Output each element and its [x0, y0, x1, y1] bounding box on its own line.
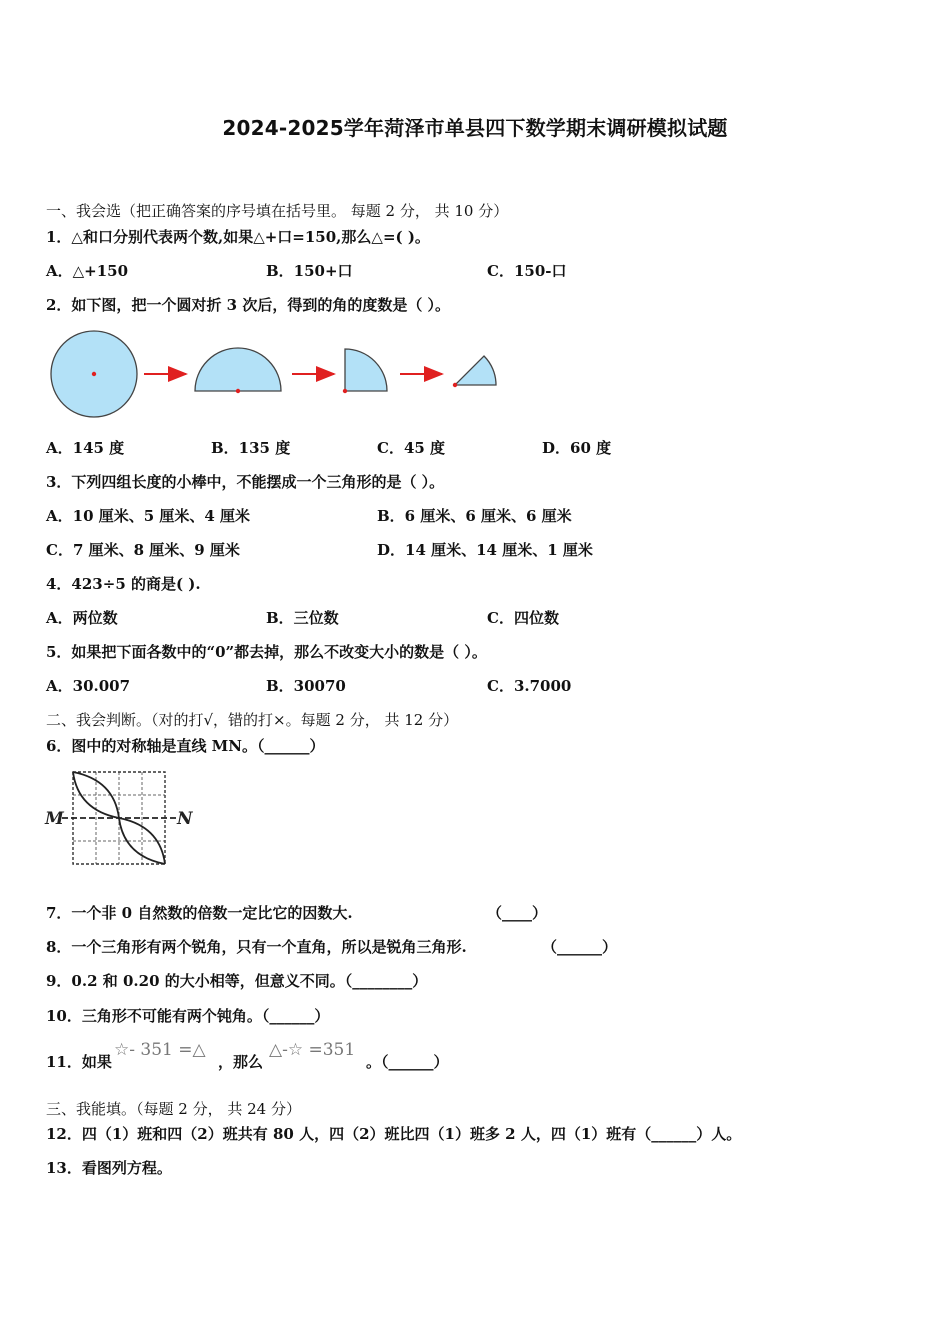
- label-n: N: [177, 809, 193, 829]
- q3-option-c: C．7 厘米、8 厘米、9 厘米: [46, 541, 240, 559]
- q6-text: 6．图中的对称轴是直线 MN。（______）: [46, 737, 325, 755]
- q10-text: 10．三角形不可能有两个钝角。（______）: [46, 1007, 330, 1025]
- q5-option-a: A．30.007: [46, 677, 131, 695]
- q3-option-d: D．14 厘米、14 厘米、1 厘米: [377, 541, 593, 559]
- q1-option-a: A．△+150: [46, 262, 129, 280]
- section1-heading: 一、我会选（把正确答案的序号填在括号里。 每题 2 分， 共 10 分）: [46, 202, 509, 220]
- q8-text: 8．一个三角形有两个锐角，只有一个直角，所以是锐角三角形.: [46, 938, 467, 956]
- full-circle-shape: [51, 331, 137, 417]
- q4-option-a: A．两位数: [46, 609, 118, 627]
- q11-suffix: 。（______）: [366, 1053, 449, 1071]
- q4-option-b: B．三位数: [266, 609, 339, 627]
- label-m: M: [45, 809, 64, 829]
- q7-blank: （____）: [487, 904, 548, 922]
- symmetry-grid-figure: [44, 766, 194, 870]
- q9-text: 9．0.2 和 0.20 的大小相等，但意义不同。（________）: [46, 972, 428, 990]
- q3-text: 3．下列四组长度的小棒中，不能摆成一个三角形的是（ ）。: [46, 473, 445, 491]
- section3-heading: 三、我能填。（每题 2 分， 共 24 分）: [46, 1100, 301, 1118]
- q13-text: 13．看图列方程。: [46, 1159, 172, 1177]
- q3-option-b: B．6 厘米、6 厘米、6 厘米: [377, 507, 572, 525]
- q2-option-b: B．135 度: [211, 439, 291, 457]
- half-circle-shape: [195, 348, 281, 393]
- page-title: 2024-2025学年菏泽市单县四下数学期末调研模拟试题: [222, 116, 728, 140]
- eighth-circle-shape: [453, 356, 496, 387]
- q11-formula-1: ☆- 351 =△: [114, 1040, 206, 1060]
- q4-text: 4．423÷5 的商是( ).: [46, 575, 201, 593]
- q4-option-c: C．四位数: [487, 609, 559, 627]
- quarter-circle-shape: [343, 349, 387, 393]
- q7-text: 7．一个非 0 自然数的倍数一定比它的因数大.: [46, 904, 353, 922]
- q1-option-b: B．150+口: [266, 262, 353, 280]
- q1-option-c: C．150-口: [487, 262, 567, 280]
- q2-option-a: A．145 度: [46, 439, 125, 457]
- q5-option-c: C．3.7000: [487, 677, 572, 695]
- q11-middle: ，那么: [218, 1053, 264, 1071]
- q2-text: 2．如下图，把一个圆对折 3 次后，得到的角的度数是（ ）。: [46, 296, 451, 314]
- q2-option-d: D．60 度: [542, 439, 612, 457]
- leaf-curves: [73, 772, 165, 864]
- q12-text: 12．四（1）班和四（2）班共有 80 人，四（2）班比四（1）班多 2 人，四（1）班有（______）人。: [46, 1125, 742, 1143]
- q2-option-c: C．45 度: [377, 439, 446, 457]
- section2-heading: 二、我会判断。（对的打√，错的打×。每题 2 分， 共 12 分）: [46, 711, 459, 729]
- q5-option-b: B．30070: [266, 677, 346, 695]
- q11-formula-2: △-☆ =351: [269, 1040, 356, 1060]
- q8-blank: （______）: [542, 938, 618, 956]
- q3-option-a: A．10 厘米、5 厘米、4 厘米: [46, 507, 251, 525]
- circle-folding-figure: [44, 328, 514, 420]
- q1-text: 1．△和口分别代表两个数,如果△+口=150,那么△=( )。: [46, 228, 430, 246]
- q5-text: 5．如果把下面各数中的“0”都去掉，那么不改变大小的数是（ ）。: [46, 643, 487, 661]
- q11-prefix: 11．如果: [46, 1053, 112, 1071]
